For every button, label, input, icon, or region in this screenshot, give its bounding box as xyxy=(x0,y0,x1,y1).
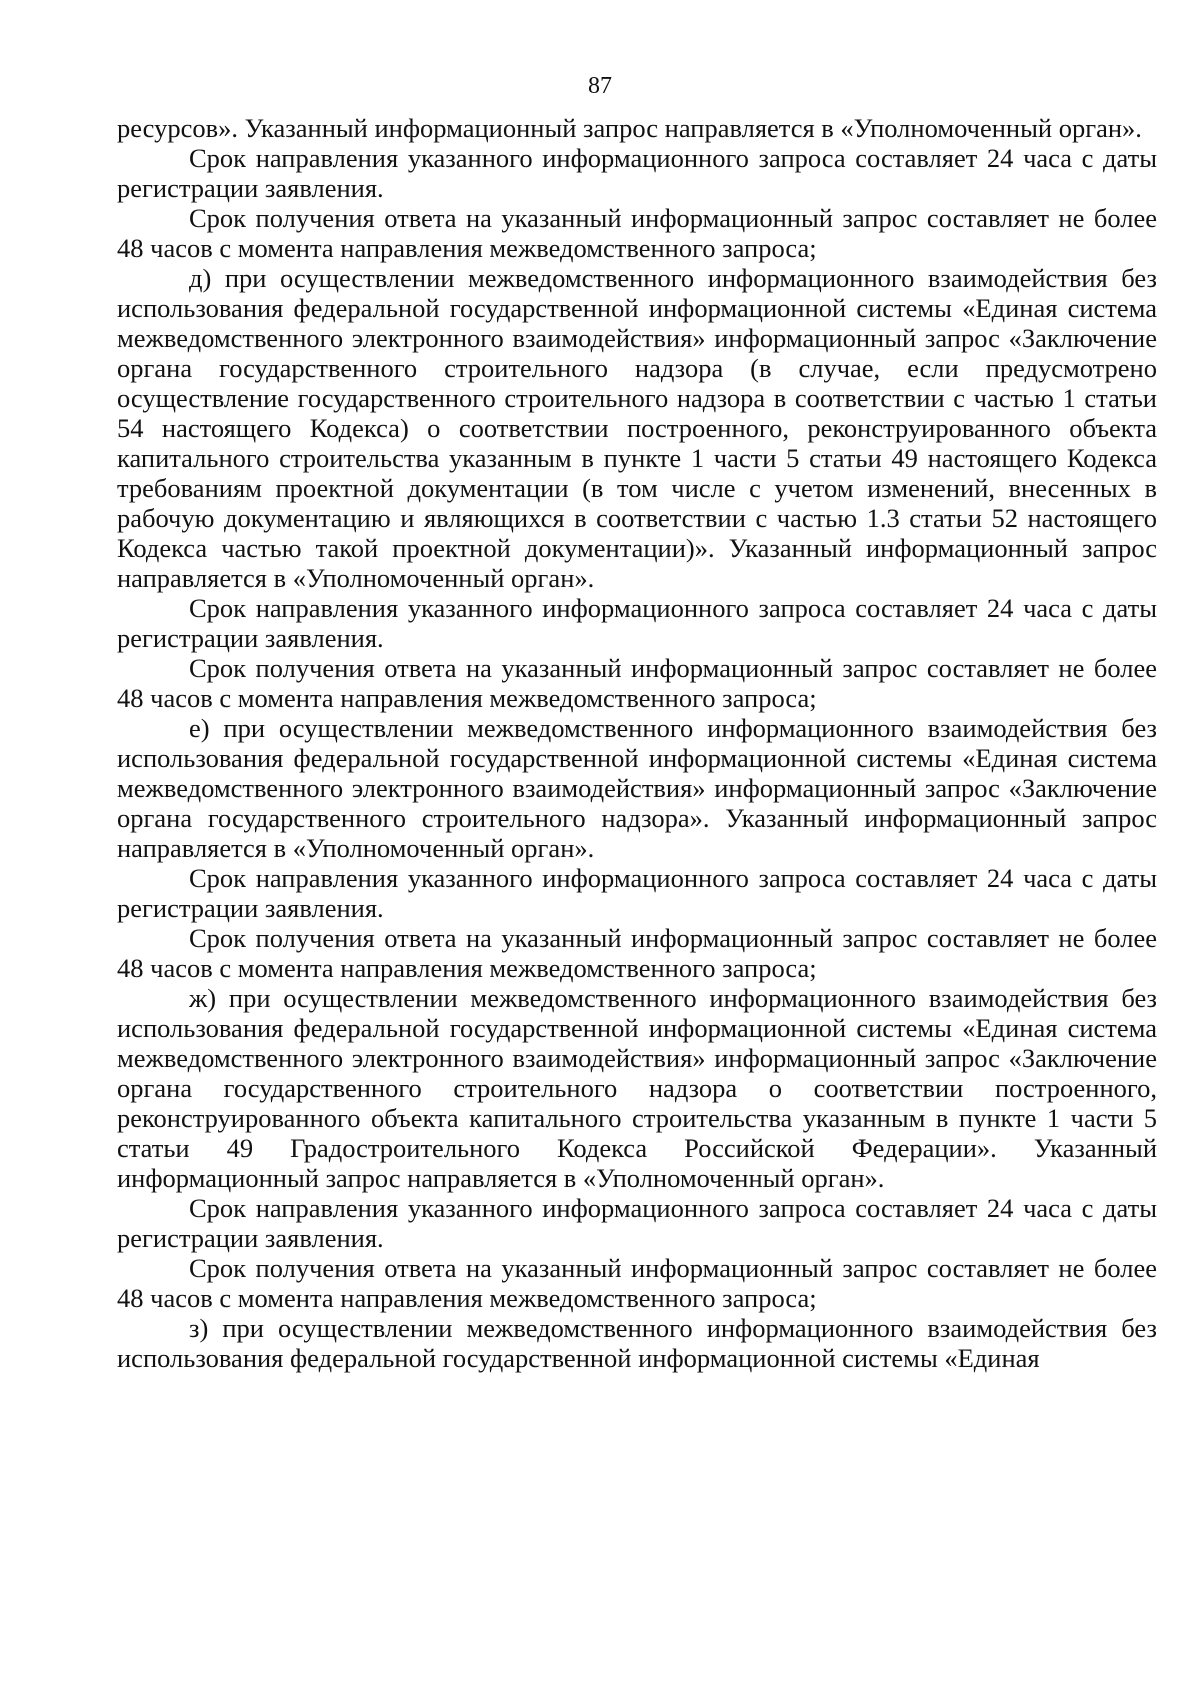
paragraph: ресурсов». Указанный информационный запрос направляется в «Уполномоченный орган». xyxy=(117,113,1142,143)
paragraph: Срок направления указанного информационного запроса составляет 24 часа с даты регистрации заявления. xyxy=(117,863,1157,923)
paragraph: Срок получения ответа на указанный информационный запрос составляет не более 48 часов с момента направления межведомственного запроса; xyxy=(117,203,1157,263)
paragraph: Срок получения ответа на указанный информационный запрос составляет не более 48 часов с момента направления межведомственного запроса; xyxy=(117,653,1157,713)
paragraph: ж) при осуществлении межведомственного информационного взаимодействия без использования федеральной государственной информационной системы «Единая система межведомственного электронного взаимодействия» информационный запрос «Заключение органа государственного строительного надзора о соответствии построенного, реконструированного объекта капитального строительства указанным в пункте 1 части 5 статьи 49 Градостроительного Кодекса Российской Федерации». Указанный информационный запрос направляется в «Уполномоченный орган». xyxy=(117,983,1157,1193)
paragraph: Срок получения ответа на указанный информационный запрос составляет не более 48 часов с момента направления межведомственного запроса; xyxy=(117,1253,1157,1313)
paragraph: з) при осуществлении межведомственного информационного взаимодействия без использования федеральной государственной информационной системы «Единая xyxy=(117,1313,1157,1373)
page-number: 87 xyxy=(588,73,612,99)
paragraph: е) при осуществлении межведомственного информационного взаимодействия без использования федеральной государственной информационной системы «Единая система межведомственного электронного взаимодействия» информационный запрос «Заключение органа государственного строительного надзора». Указанный информационный запрос направляется в «Уполномоченный орган». xyxy=(117,713,1157,863)
paragraph: Срок направления указанного информационного запроса составляет 24 часа с даты регистрации заявления. xyxy=(117,1193,1157,1253)
body-text xyxy=(117,113,1157,1373)
paragraph: Срок направления указанного информационного запроса составляет 24 часа с даты регистрации заявления. xyxy=(117,143,1157,203)
paragraph: Срок направления указанного информационного запроса составляет 24 часа с даты регистрации заявления. xyxy=(117,593,1157,653)
paragraph: д) при осуществлении межведомственного информационного взаимодействия без использования федеральной государственной информационной системы «Единая система межведомственного электронного взаимодействия» информационный запрос «Заключение органа государственного строительного надзора (в случае, если предусмотрено осуществление государственного строительного надзора в соответствии с частью 1 статьи 54 настоящего Кодекса) о соответствии построенного, реконструированного объекта капитального строительства указанным в пункте 1 части 5 статьи 49 настоящего Кодекса требованиям проектной документации (в том числе с учетом изменений, внесенных в рабочую документацию и являющихся в соответствии с частью 1.3 статьи 52 настоящего Кодекса частью такой проектной документации)». Указанный информационный запрос направляется в «Уполномоченный орган». xyxy=(117,263,1157,593)
paragraph: Срок получения ответа на указанный информационный запрос составляет не более 48 часов с момента направления межведомственного запроса; xyxy=(117,923,1157,983)
